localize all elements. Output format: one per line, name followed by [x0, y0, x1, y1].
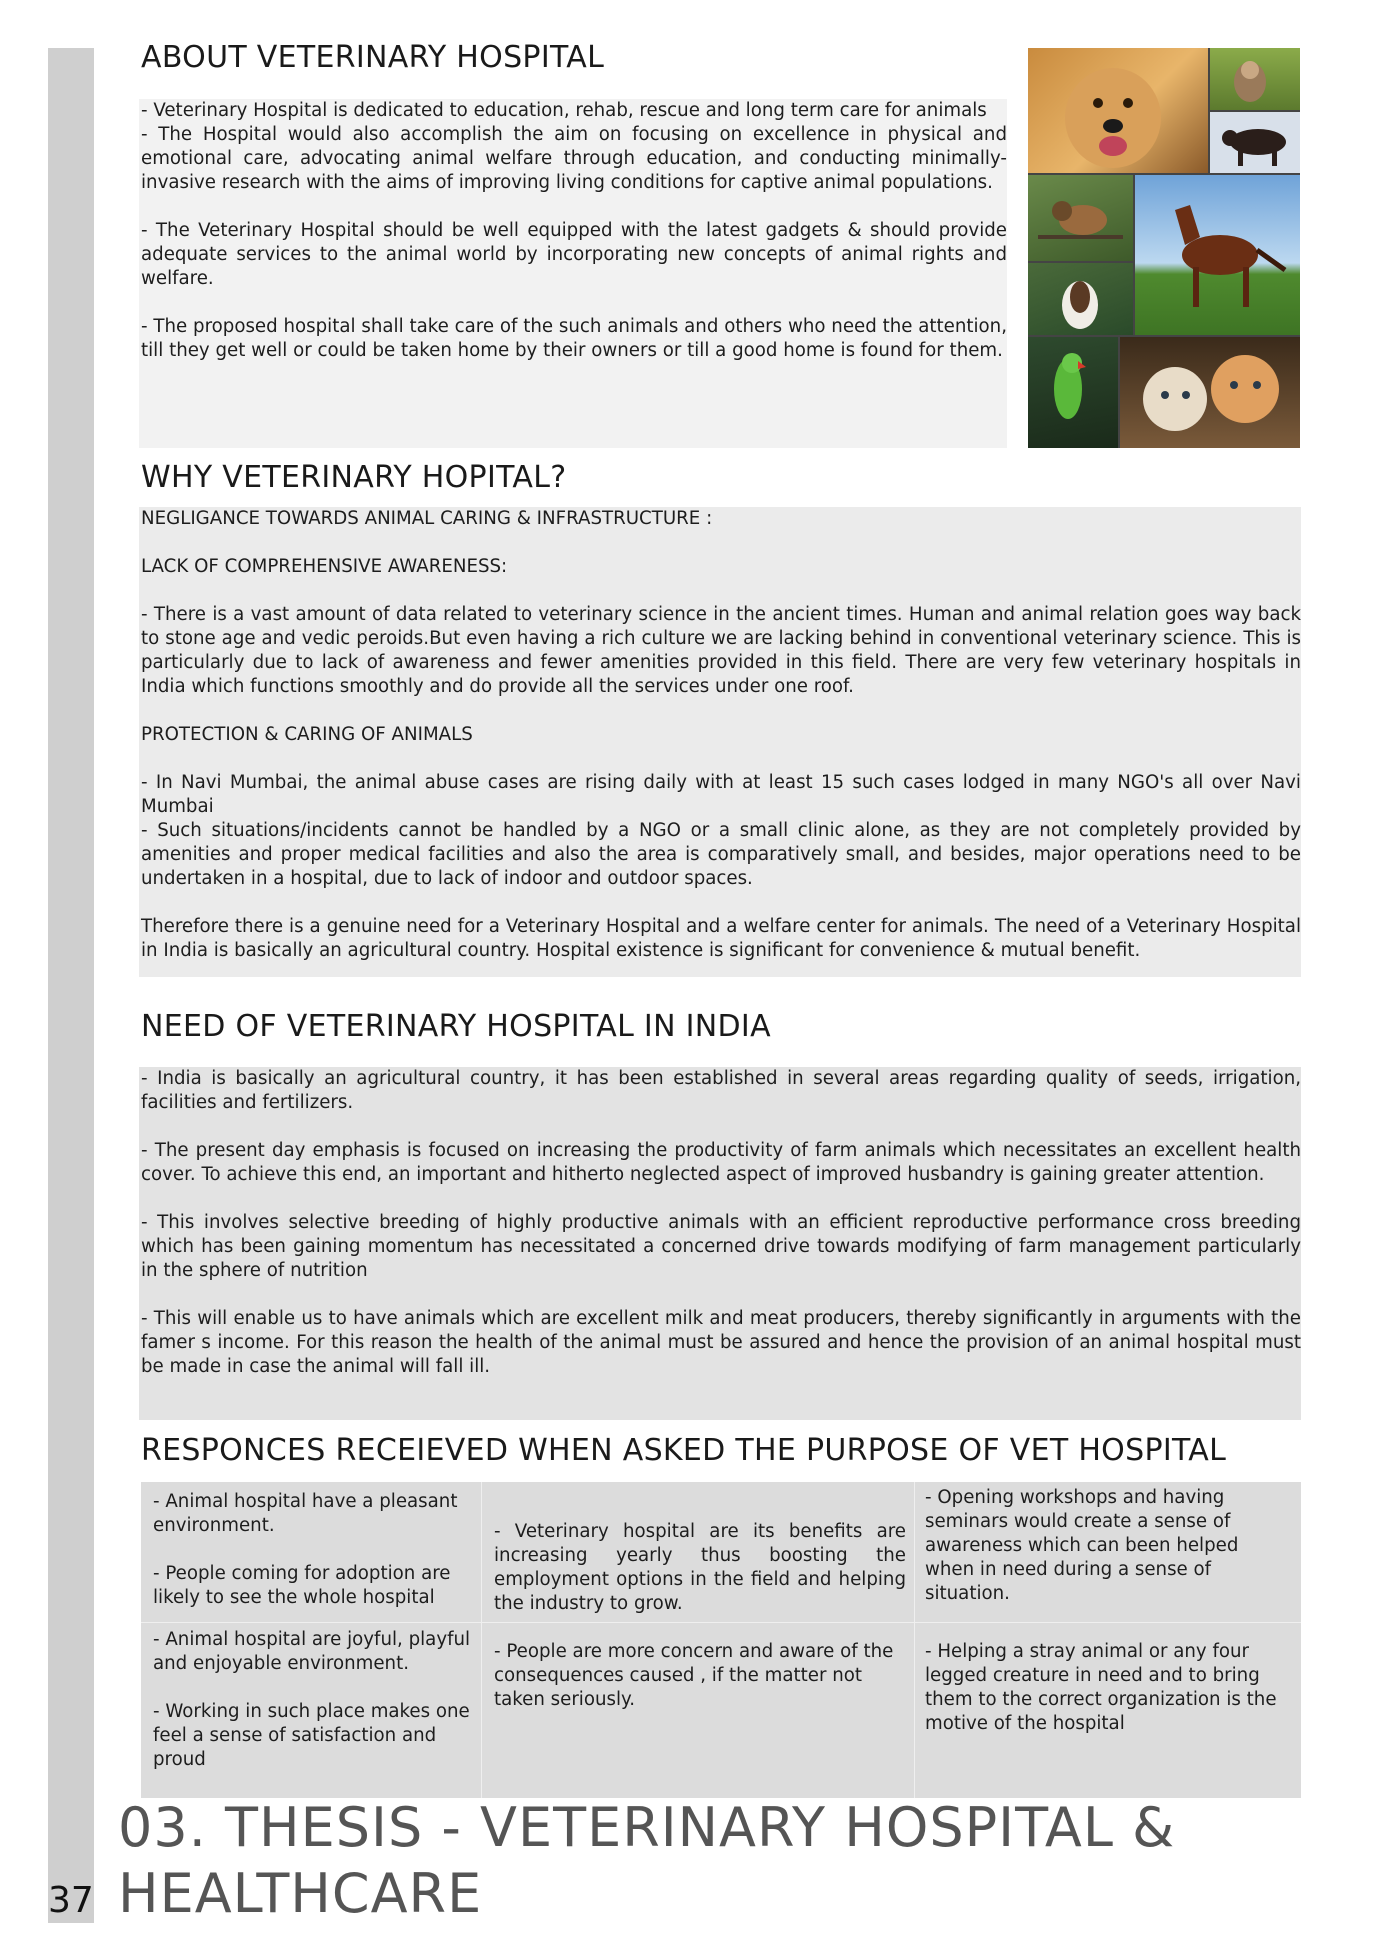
- response-text: - Helping a stray animal or any four legged creature in need and to bring them to the correct organization is the motive of the hospital: [925, 1641, 1277, 1734]
- response-text: - Veterinary hospital are its benefits are increasing yearly thus boosting the employment options in the field and helping the industry to grow.: [494, 1521, 906, 1614]
- why-paragraph: - There is a vast amount of data related to veterinary science in the ancient times. Human and animal relation goes way back to stone age and vedic peroids.But even having a rich culture we are lacking behind in conventional veterinary science. This is particularly due to lack of awareness and fewer amenities provided in this field. There are very few veterinary hospitals in India which functions smoothly and do provide all the services under one roof.: [141, 604, 1301, 697]
- response-text: - Opening workshops and having seminars would create a sense of awareness which can been helped when in need during a sense of situation.: [925, 1487, 1239, 1604]
- why-subheading: PROTECTION & CARING OF ANIMALS: [141, 724, 473, 745]
- response-cell: [141, 1628, 481, 1772]
- response-cell: [913, 1486, 1301, 1606]
- response-text: - Animal hospital have a pleasant environment.: [153, 1491, 458, 1536]
- sparrow-photo: [1028, 175, 1133, 261]
- why-subheading: LACK OF COMPREHENSIVE AWARENESS:: [141, 556, 508, 577]
- response-cell: [482, 1520, 914, 1616]
- why-text-block: [139, 507, 1301, 977]
- page-number: 37: [48, 1880, 94, 1921]
- response-cell: [913, 1640, 1301, 1736]
- why-heading: WHY VETERINARY HOPITAL?: [141, 460, 567, 495]
- need-heading: NEED OF VETERINARY HOSPITAL IN INDIA: [141, 1009, 771, 1044]
- about-text-block: [139, 99, 1007, 448]
- about-paragraph: - The proposed hospital shall take care of the such animals and others who need the attention, till they get well or could be taken home by their owners or till a good home is found for them.: [141, 316, 1007, 361]
- chapter-title-line: HEALTHCARE: [118, 1862, 483, 1925]
- need-paragraph: - India is basically an agricultural country, it has been established in several areas regarding quality of seeds, irrigation, facilities and fertilizers.: [141, 1068, 1301, 1113]
- need-text-block: [139, 1067, 1301, 1420]
- responses-heading: RESPONCES RECEIEVED WHEN ASKED THE PURPOSE OF VET HOSPITAL: [141, 1433, 1227, 1468]
- need-paragraph: - The present day emphasis is focused on increasing the productivity of farm animals which necessitates an excellent health cover. To achieve this end, an important and hitherto neglected aspect of improved husbandry is gaining greater attention.: [141, 1140, 1301, 1185]
- dog-photo: [1028, 48, 1208, 173]
- why-paragraph: - In Navi Mumbai, the animal abuse cases are rising daily with at least 15 such cases lodged in many NGO's all over Navi Mumbai: [141, 772, 1301, 817]
- about-paragraph: - The Veterinary Hospital should be well equipped with the latest gadgets & should provide adequate services to the animal world by incorporating new concepts of animal rights and welfare.: [141, 220, 1007, 289]
- monkey-photo: [1210, 48, 1300, 110]
- responses-table: [141, 1482, 1301, 1798]
- response-cell: [141, 1490, 481, 1610]
- animal-photo-collage: [1028, 48, 1300, 448]
- about-paragraph: - Veterinary Hospital is dedicated to education, rehab, rescue and long term care for animals: [141, 100, 987, 121]
- page-sidebar-bar: [48, 48, 94, 1923]
- responses-column: [913, 1482, 1301, 1798]
- cow-photo: [1210, 112, 1300, 173]
- response-text: - Working in such place makes one feel a sense of satisfaction and proud: [153, 1701, 470, 1770]
- parrot-photo: [1028, 337, 1118, 448]
- responses-column: [141, 1482, 481, 1798]
- chapter-title: [118, 1795, 1175, 1927]
- why-paragraph: Therefore there is a genuine need for a Veterinary Hospital and a welfare center for animals. The need of a Veterinary Hospital in India is basically an agricultural country. Hospital existence is significant for convenience & mutual benefit.: [141, 916, 1301, 961]
- about-heading: ABOUT VETERINARY HOSPITAL: [141, 40, 605, 75]
- need-paragraph: - This will enable us to have animals which are excellent milk and meat producers, thereby significantly in arguments with the famer s income. For this reason the health of the animal must be assured and hence the provision of an animal hospital must be made in case the animal will fall ill.: [141, 1308, 1301, 1377]
- response-text: - People are more concern and aware of the consequences caused , if the matter not taken seriously.: [494, 1641, 894, 1710]
- kittens-photo: [1120, 337, 1300, 448]
- goat-photo: [1028, 263, 1133, 335]
- response-text: - Animal hospital are joyful, playful and enjoyable environment.: [153, 1629, 471, 1674]
- why-subheading: NEGLIGANCE TOWARDS ANIMAL CARING & INFRASTRUCTURE :: [141, 508, 713, 529]
- horse-photo: [1135, 175, 1300, 335]
- responses-column: [481, 1482, 915, 1798]
- why-paragraph: - Such situations/incidents cannot be handled by a NGO or a small clinic alone, as they are not completely provided by amenities and proper medical facilities and also the area is comparatively small, and besides, major operations need to be undertaken in a hospital, due to lack of indoor and outdoor spaces.: [141, 820, 1301, 889]
- response-cell: [482, 1640, 914, 1712]
- chapter-title-line: 03. THESIS - VETERINARY HOSPITAL &: [118, 1796, 1176, 1859]
- need-paragraph: - This involves selective breeding of highly productive animals with an efficient reproductive performance cross breeding which has been gaining momentum has necessitated a concerned drive towards modifying of farm management particularly in the sphere of nutrition: [141, 1212, 1301, 1281]
- response-text: - People coming for adoption are likely to see the whole hospital: [153, 1563, 451, 1608]
- about-paragraph: - The Hospital would also accomplish the aim on focusing on excellence in physical and emotional care, advocating animal welfare through education, and conducting minimally-invasive research with the aims of improving living conditions for captive animal populations.: [141, 124, 1007, 193]
